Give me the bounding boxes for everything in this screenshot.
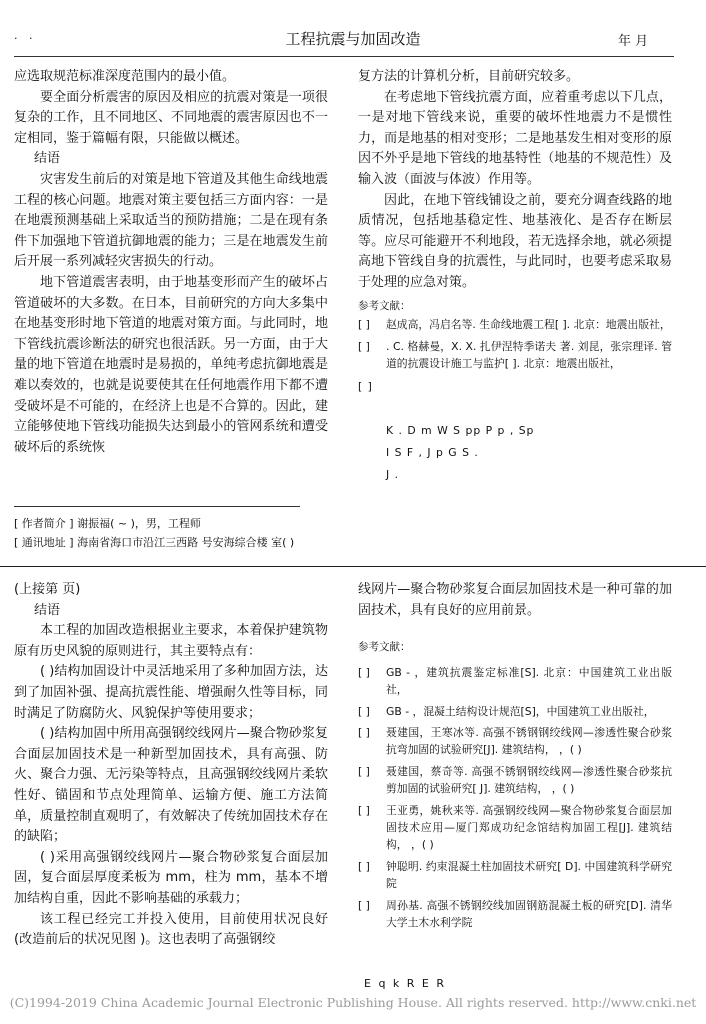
reference-item: [358, 338, 672, 373]
reference-text: . C. 格赫曼，X. X. 扎伊涅特季诺夫 著. 刘昆，张宗理译. 管道的抗震设计施工与监护[ ]. 北京：地震出版社，: [386, 339, 672, 370]
author-bio: [ 作者简介 ] 谢振福( ~ )，男，工程师: [14, 517, 201, 530]
reference-item: [358, 376, 672, 486]
paragraph: 线网片—聚合物砂浆复合面层加固技术是一种可靠的加固技术，具有良好的应用前景。: [358, 582, 672, 618]
paragraph: 灾害发生前后的对策是地下管道及其他生命线地震工程的核心问题。地震对策主要包括三方面内容：一是在地震预测基础上采取适当的预防措施；二是在现有条件下加强地下管道抗御地震的能力；三是在地震发生前后开展一系列减轻灾害损失的行动。: [14, 171, 328, 270]
continuation-note: (上接第 页): [14, 582, 81, 597]
paragraph: ( )结构加固中所用高强钢绞线网片—聚合物砂浆复合面层加固技术是一种新型加固技术，具有高强、防火、聚合力强、无污染等特点，且高强钢绞线网片柔软性好、锚固和节点处理简单、运输方便、施工方法简单，质量控制直观明了，有效解决了传统加固技术存在的缺陷；: [14, 726, 328, 845]
reference-number: [ ]: [358, 803, 370, 817]
section-heading: 结语: [34, 602, 61, 618]
reference-number: [ ]: [358, 704, 370, 718]
paragraph: ( )采用高强钢绞线网片—聚合物砂浆复合面层加固，复合面层厚度柔板为 mm，柱为 mm，基本不增加结构自重，因此不影响基础的承载力；: [14, 849, 328, 906]
paragraph: ( )结构加固设计中灵活地采用了多种加固方法，达到了加固补强、提高抗震性能、增强耐久性等目标，同时满足了防腐防火、风貌保护等使用要求；: [14, 664, 328, 721]
bottom-left-column: [14, 580, 328, 951]
author-rule: [14, 506, 300, 507]
paragraph: 因此，在地下管线铺设之前，要充分调查线路的地质情况，包括地基稳定性、地基液化、是否存在断层等。应尽可能避开不利地段，若无选择余地，就必须提高地下管线自身的抗震性，与此同时，也要考虑采取易于处理的应急对策。: [358, 192, 672, 290]
section-divider: [0, 566, 706, 567]
reference-text: 钟聪明. 约束混凝土柱加固技术研究[ D]. 中国建筑科学研究院: [386, 859, 672, 891]
journal-title: 工程抗震与加固改造: [285, 30, 421, 48]
paragraph: 本工程的加固改造根据业主要求，本着保护建筑物原有历史风貌的原则进行，其主要特点有：: [14, 623, 328, 659]
reference-number: [ ]: [358, 898, 370, 912]
reference-item: [358, 703, 672, 720]
reference-text: 王亚勇，姚秋来等. 高强钢绞线网—聚合物砂浆复合面层加固技术应用—厦门郑成功纪念馆结构加固工程[J]. 建筑结构， ，( ): [386, 803, 672, 852]
reference-number: [ ]: [358, 665, 370, 679]
reference-text: 聂建国，王寒冰等. 高强不锈钢钢绞线网—渗透性聚合砂浆抗弯加固的试验研究[J]. 建筑结构， ，( ): [386, 726, 672, 757]
author-address: [ 通讯地址 ] 海南省海口市沿江三西路 号安海综合楼 室( ): [14, 536, 295, 549]
paragraph: 要全面分析震害的原因及相应的抗震对策是一项很复杂的工作，且不同地区、不同地震的震害原因也不一定相同，鉴于篇幅有限，只能做以概述。: [14, 89, 328, 146]
reference-text: K . D m W S pp P p , Sp I S F , J p G S . J .: [386, 424, 535, 482]
reference-text: GB - ，建筑抗震鉴定标准[S]. 北京：中国建筑工业出版社，: [386, 665, 672, 697]
bottom-right-column: [358, 580, 672, 935]
references-title: 参考文献：: [358, 299, 411, 312]
reference-text: 聂建国，蔡奇等. 高强不锈钢钢绞线网—渗透性聚合砂浆抗剪加固的试验研究[ J]. 建筑结构， ，( ): [386, 764, 672, 796]
reference-number: [ ]: [358, 726, 370, 739]
reference-number: [ ]: [358, 318, 370, 332]
header-date: 年 月: [618, 34, 649, 49]
reference-item: [358, 802, 672, 854]
paragraph: 地下管道震害表明，由于地基变形而产生的破坏占管道破坏的大多数。在日本，目前研究的方向大多集中在地基变形时地下管道的地震对策方面。与此同时，地下管线抗震诊断法的研究也很活跃。另一方面，由于大量的地下管道在地震时是易损的，单纯考虑抗御地震是难以奏效的，也就是说要使其在任何地震作用下都不遭受破坏是不可能的，在经济上也是不合算的。因此，建立能够使地下管线功能损失达到最小的管网系统和遭受破坏后的系统恢: [14, 274, 328, 455]
reference-text: 赵成高，冯启名等. 生命线地震工程[ ]. 北京：地震出版社，: [386, 318, 671, 332]
reference-item: [358, 724, 672, 759]
author-info: [14, 514, 674, 552]
header-page-marker: · ·: [14, 32, 37, 45]
reference-item: [358, 897, 672, 932]
reference-item: [358, 664, 672, 699]
reference-number: [ ]: [358, 859, 370, 873]
paragraph: 在考虑地下管线抗震方面，应着重考虑以下几点，一是对地下管线来说，重要的破坏性地震力不是惯性力，而是地基的相对变形；二是地基发生相对变形的原因不外乎是地下管线的地基特性（地基的不规范性）及输入波（面波与体波）作用等。: [358, 89, 672, 187]
reference-item: [358, 763, 672, 798]
reference-number: [ ]: [358, 380, 373, 394]
reference-text: 周孙基. 高强不锈钢绞线加固钢筋混凝土板的研究[D]. 清华大学土木水利学院: [386, 898, 672, 930]
reference-text: GB - ，混凝土结构设计规范[S]，中国建筑工业出版社，: [386, 704, 655, 718]
paragraph: 该工程已经完工并投入使用，目前使用状况良好(改造前后的状况见图 )。这也表明了高强钢绞: [14, 911, 328, 948]
header-rule: [14, 56, 674, 57]
references-title: 参考文献：: [358, 641, 411, 654]
top-right-column: [358, 67, 672, 490]
residual-marks: E q k R E R: [364, 977, 447, 990]
reference-item: [358, 316, 672, 333]
reference-number: [ ]: [358, 339, 370, 353]
reference-item: [358, 858, 672, 893]
paragraph: 应选取规范标准深度范围内的最小值。: [14, 69, 236, 84]
running-header: [0, 28, 706, 52]
copyright-footer: (C)1994-2019 China Academic Journal Electronic Publishing House. All rights reserved. http://www.cnki.net: [9, 995, 697, 1010]
reference-number: [ ]: [358, 764, 370, 778]
paragraph: 复方法的计算机分析，目前研究较多。: [358, 69, 580, 84]
section-heading: 结语: [34, 151, 61, 167]
top-left-column: [14, 67, 328, 458]
